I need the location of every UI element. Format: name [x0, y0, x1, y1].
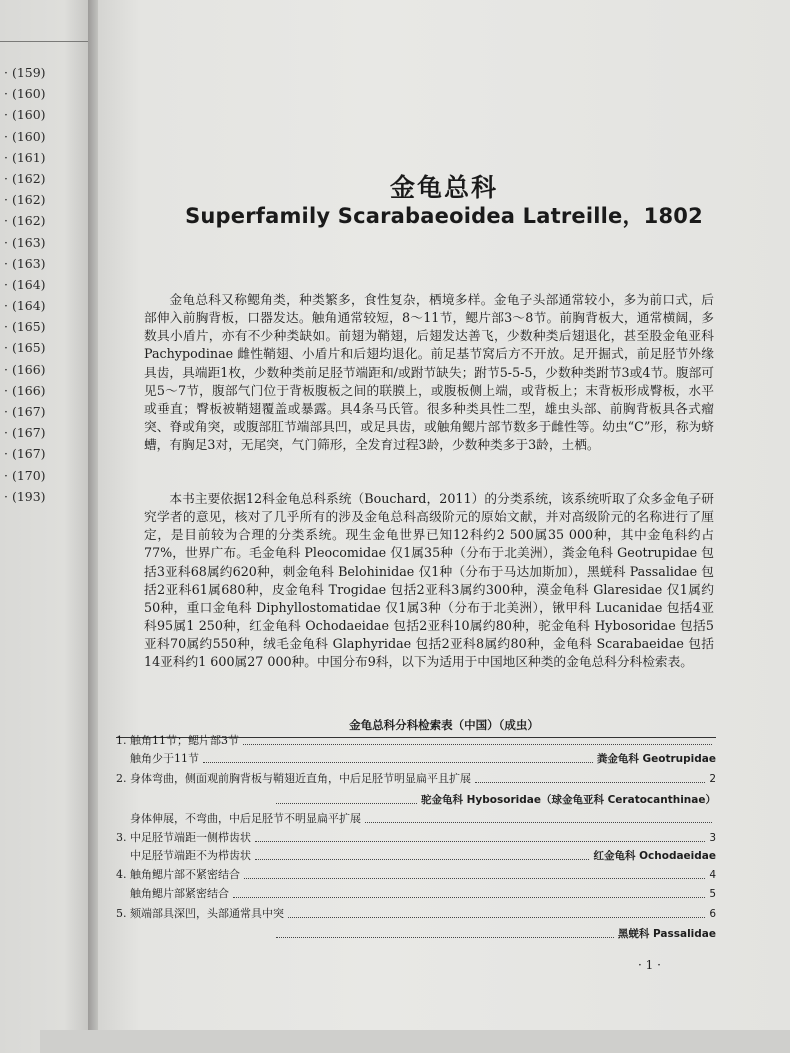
- toc-page-number: · (159): [4, 65, 46, 80]
- key-couplet-text: 触角鳃片部紧密结合: [130, 887, 229, 900]
- key-table-row: [116, 732, 716, 750]
- toc-page-number: · (165): [4, 340, 46, 356]
- key-table-row: [116, 770, 716, 788]
- key-couplet-text: 4. 触角鳃片部不紧密结合: [116, 868, 240, 881]
- toc-page-number: · (164): [4, 276, 46, 292]
- leader-dots: [203, 762, 593, 763]
- toc-page-number: · (193): [4, 488, 46, 504]
- right-page: [98, 0, 790, 1053]
- key-couplet-result: 6: [709, 908, 716, 920]
- page-stack-edge: [40, 1030, 790, 1053]
- key-couplet-result: 黑蜣科 Passalidae: [617, 928, 716, 940]
- leader-dots: [244, 878, 705, 879]
- key-table-title: 金龟总科分科检索表（中国）（成虫）: [349, 718, 539, 732]
- classification-paragraph: 本书主要依据12科金龟总科系统（Bouchard，2011）的分类系统，该系统听取了众多金龟子研究学者的意见，核对了几乎所有的涉及金龟总科高级阶元的原始文献，并对高级阶元的名称进行了厘定，是目前较为合理的分类系统。现生金龟世界已知12科约2 500属35 000种，其中金龟科约占77%，世界广布。毛金龟科 Pleocomidae 仅1属35种（分布于北美洲），粪金龟科 Geotrupidae 包括3亚科68属约620种，刺金龟科 Belohinidae 仅1种（分布于马达加斯加），黑蜣科 Passalidae 包括2亚科61属680种，皮金龟科 Trogidae 包括2亚科3属约300种，漠金龟科 Glaresidae 仅1属约50种，重口金龟科 Diphyllostomatidae 仅1属3种（分布于北美洲），锹甲科 Lucanidae 包括4亚科95属1 250种，红金龟科 Ochodaeidae 包括2亚科10属约80种，驼金龟科 Hybosoridae 包括5亚科70属约550种，绒毛金龟科 Glaphyridae 包括2亚科8属约80种，金龟科 Scarabaeidae 包括14亚科约1 600属27 000种。中国分布9科，以下为适用于中国地区种类的金龟总科分科检索表。: [144, 491, 714, 670]
- leader-dots: [365, 822, 712, 823]
- toc-page-number: · (167): [4, 404, 46, 419]
- toc-page-number: · (167): [4, 425, 46, 441]
- chapter-title-chinese: 金龟总科: [389, 173, 498, 202]
- toc-page-number: · (170): [4, 467, 46, 483]
- leader-dots: [475, 782, 705, 783]
- key-couplet-result: 粪金龟科 Geotrupidae: [596, 753, 716, 765]
- leader-dots: [276, 803, 417, 804]
- toc-page-number-list: [4, 62, 46, 507]
- toc-page-number: · (166): [4, 361, 46, 377]
- toc-page-number: · (163): [4, 255, 46, 271]
- key-couplet-text: 2. 身体弯曲，侧面观前胸背板与鞘翅近直角，中后足胫节明显扁平且扩展: [116, 772, 471, 785]
- leader-dots: [243, 744, 712, 745]
- toc-page-number: · (160): [4, 107, 46, 123]
- leader-dots: [276, 937, 614, 938]
- leader-dots: [288, 917, 705, 918]
- key-table-row: [116, 791, 716, 809]
- key-couplet-text: 中足胫节端距不为栉齿状: [130, 849, 251, 862]
- key-table-row: [116, 925, 716, 943]
- key-couplet-text: 5. 颏端部具深凹，头部通常具中突: [116, 907, 284, 920]
- key-couplet-result: 3: [709, 832, 716, 844]
- key-couplet-text: 触角少于11节: [130, 752, 199, 765]
- key-table-row: [116, 905, 716, 923]
- leader-dots: [255, 841, 705, 842]
- intro-paragraph: 金龟总科又称鳃角类，种类繁多，食性复杂，栖境多样。金龟子头部通常较小，多为前口式，后部伸入前胸背板，口器发达。触角通常较短，8～11节，鳃片部3～8节。前胸背板大，通常横阔，多数具小盾片，亦有不少种类缺如。前翅为鞘翅，后翅发达善飞，少数种类后翅退化，甚至股金龟亚科 Pachypodinae 雌性鞘翅、小盾片和后翅均退化。前足基节窝后方不开放。足开掘式，前足胫节外缘具齿，具端距1枚，少数种类前足胫节端距和/或跗节缺失；跗节5-5-5，少数种类跗节3或4节。腹部可见5～7节，腹部气门位于背板腹板之间的联膜上，或腹板侧上端，或背板上；末背板形成臀板，水平或垂直；臀板被鞘翅覆盖或暴露。具4条马氏管。很多种类具性二型，雄虫头部、前胸背板具各式瘤突、脊或角突，或腹部肛节端部具凹，或足具齿，或触角鳃片部节数多于雌性等。幼虫“C”形，称为蛴螬，有胸足3对，无尾突，气门筛形，全发育过程3龄，少数种类多于3龄，土栖。: [144, 292, 714, 453]
- key-couplet-result: 4: [709, 869, 716, 881]
- key-couplet-text: 身体伸展，不弯曲，中后足胫节不明显扁平扩展: [130, 812, 361, 825]
- key-couplet-text: 1. 触角11节；鳃片部3节: [116, 734, 239, 747]
- key-couplet-result: 红金龟科 Ochodaeidae: [593, 850, 716, 862]
- key-table-row: [116, 847, 716, 865]
- toc-page-number: · (163): [4, 234, 46, 250]
- key-table-row: [116, 885, 716, 903]
- page-number: · 1 ·: [638, 958, 661, 972]
- toc-rule: [0, 41, 92, 42]
- leader-dots: [255, 859, 589, 860]
- toc-page-number: · (162): [4, 192, 46, 208]
- toc-page-number: · (165): [4, 319, 46, 335]
- key-couplet-result: 驼金龟科 Hybosoridae（球金龟亚科 Ceratocanthinae）: [420, 794, 716, 806]
- chapter-title-latin: Superfamily Scarabaeoidea Latreille，1802: [185, 204, 703, 228]
- toc-page-number: · (160): [4, 86, 46, 102]
- key-table-row: [116, 866, 716, 884]
- key-couplet-result: 2: [709, 773, 716, 785]
- key-couplet-result: 5: [709, 888, 716, 900]
- key-table-row: [116, 829, 716, 847]
- leader-dots: [233, 897, 705, 898]
- toc-page-number: · (161): [4, 149, 46, 165]
- key-table-row: [116, 750, 716, 768]
- toc-page-number: · (166): [4, 382, 46, 398]
- toc-page-number: · (162): [4, 170, 46, 186]
- toc-page-number: · (164): [4, 298, 46, 314]
- toc-page-number: · (167): [4, 446, 46, 462]
- toc-page-number: · (162): [4, 213, 46, 229]
- toc-page-number: · (160): [4, 128, 46, 144]
- key-table-row: [116, 810, 716, 828]
- left-page: [0, 0, 92, 1053]
- key-couplet-text: 3. 中足胫节端距一侧栉齿状: [116, 831, 251, 844]
